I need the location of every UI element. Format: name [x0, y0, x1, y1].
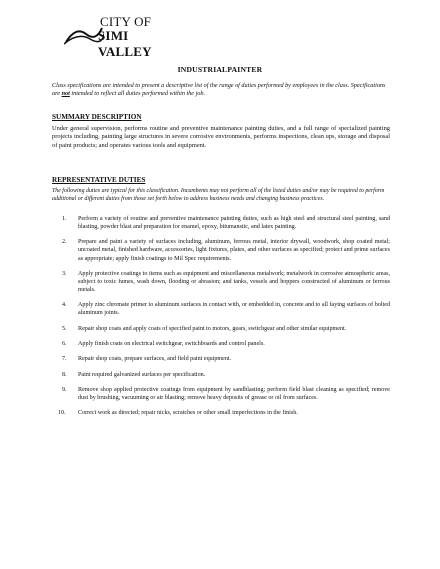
duty-number: 7. [62, 356, 67, 363]
duty-number: 2. [62, 239, 67, 246]
duty-number: 6. [62, 340, 67, 347]
duty-item [52, 371, 390, 379]
duty-number: 10. [58, 410, 66, 417]
duty-item [52, 409, 390, 417]
duties-list [52, 215, 390, 424]
duty-text: Apply protective coatings to items such as equipment and miscellaneous metalwork; metalwork in corrosive atmospheric areas, subject to toxic fumes, wash down, flooding or abrasion; and tanks, vessels and hoppers constructed of aluminum or ferrous metals. [78, 270, 390, 294]
duty-text: Perform a variety of routine and preventive maintenance painting duties, such as high steel and structural steel painting, sand blasting, powder blast and preparation for enamel, epoxy, bitumanstic, and latex painting. [78, 216, 390, 231]
duty-text: Apply finish coats on electrical switchgear, switchboards and control panels. [78, 340, 265, 347]
duty-item [52, 340, 390, 348]
duty-number: 8. [62, 371, 67, 378]
representative-duties-intro: The following duties are typical for this classification. Incumbents may not perform all of the listed duties and/or may be required to perform additional or different duties from those set forth below to address business needs and changing business practices. [52, 188, 385, 202]
duty-item [52, 301, 390, 317]
duty-item [52, 325, 390, 333]
page-title: INDUSTRIALPAINTER [177, 65, 263, 74]
duty-text: Paint required galvanized surfaces per specification. [78, 371, 206, 378]
summary-heading: SUMMARY DESCRIPTION [52, 113, 142, 121]
intro-text-part1: Class specifications are intended to present a descriptive list of the range of duties performed by employees in the class. Specifications are [52, 82, 386, 98]
duty-text: Correct work as directed; repair nicks, scratches or other small imperfections in the finish. [78, 410, 298, 417]
duty-item [52, 215, 390, 231]
summary-text: Under general supervision, performs routine and preventive maintenance painting duties, and a full range of specialized painting projects including, painting large structures in severe corrosive environments, performs inspections, clean ups, storage and disposal of paint products; and operates various tools and equipment. [52, 125, 390, 149]
duty-text: Repair shop coats and apply coats of specified paint to motors, gears, switchgear and other similar equipment. [78, 325, 347, 332]
duty-number: 9. [62, 386, 67, 393]
duty-item [52, 386, 390, 402]
duty-text: Prepare and paint a variety of surfaces including, aluminum, ferrous metal, interior drywall, woodwork, shop coated metal; uncoated metal, finished hardware, accessories, light fixtures, plates, and other surfaces as specified; protect and prime surfaces as appropriate; apply finish coatings to Mil Spec requirements. [78, 239, 390, 262]
representative-duties-heading: REPRESENTATIVE DUTIES [52, 176, 146, 184]
duty-item [52, 270, 390, 294]
duty-text: Remove shop applied protective coatings from equipment by sandblasting; perform field blast cleaning as specified; remove dust by brushing, vacuuming or air blasting; remove heavy deposits of grease or oil from surfaces. [78, 386, 390, 401]
duty-number: 5. [62, 325, 67, 332]
duty-number: 3. [62, 270, 67, 277]
duty-item [52, 355, 390, 363]
city-logo [64, 14, 184, 59]
duty-text: Repair shop coats, prepare surfaces, and field paint equipment. [78, 356, 232, 363]
duty-item [52, 238, 390, 262]
logo-line-2: SIMI VALLEY [98, 28, 152, 59]
duty-text: Apply zinc chromate primer to aluminum surfaces in contact with, or embedded in, concrete and to all faying surfaces of bolted aluminum joints. [78, 302, 390, 317]
duty-number: 4. [62, 302, 67, 309]
intro-text-part2: intended to reflect all duties performed within the job. [69, 90, 206, 98]
duty-number: 1. [62, 216, 67, 222]
intro-paragraph [52, 82, 392, 99]
intro-not-word: not [61, 90, 70, 98]
logo-line-1: CITY OF [100, 14, 152, 29]
